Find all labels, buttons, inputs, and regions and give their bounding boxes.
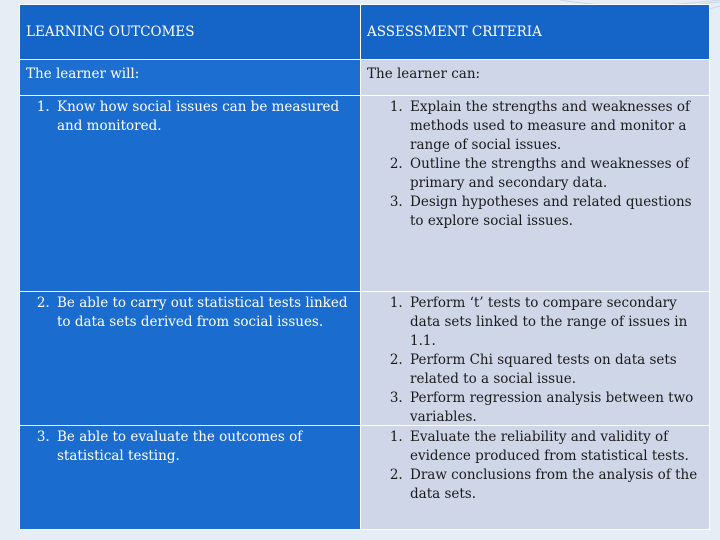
criteria-item: 1. Explain the strengths and weaknesses of methods used to measure and monitor a range of social issues. [407, 98, 703, 155]
criteria-cell-1 [361, 96, 710, 292]
outcome-cell-3 [20, 426, 361, 530]
outcome-text: 1. Know how social issues can be measured and monitored. [54, 98, 354, 136]
criteria-item: 2. Perform Chi squared tests on data sets related to a social issue. [407, 351, 703, 389]
criteria-item: 2. Draw conclusions from the analysis of the data sets. [407, 466, 703, 504]
subheader-learner-can: The learner can: [361, 60, 710, 96]
criteria-cell-3 [361, 426, 710, 530]
criteria-cell-2 [361, 292, 710, 426]
criteria-item: 3. Perform regression analysis between two variables. [407, 389, 703, 427]
criteria-item: 1. Evaluate the reliability and validity of evidence produced from statistical tests. [407, 428, 703, 466]
header-assessment-criteria: ASSESSMENT CRITERIA [361, 5, 710, 60]
criteria-item: 1. Perform ‘t’ tests to compare secondary data sets linked to the range of issues in 1.1. [407, 294, 703, 351]
header-learning-outcomes: LEARNING OUTCOMES [20, 5, 361, 60]
criteria-item: 3. Design hypotheses and related questions to explore social issues. [407, 193, 703, 231]
criteria-item: 2. Outline the strengths and weaknesses of primary and secondary data. [407, 155, 703, 193]
subheader-learner-will: The learner will: [20, 60, 361, 96]
outcome-cell-2 [20, 292, 361, 426]
outcome-cell-1 [20, 96, 361, 292]
outcomes-table [19, 4, 710, 530]
outcome-text: 3. Be able to evaluate the outcomes of statistical testing. [54, 428, 354, 466]
outcome-text: 2. Be able to carry out statistical tests linked to data sets derived from social issues. [54, 294, 354, 332]
